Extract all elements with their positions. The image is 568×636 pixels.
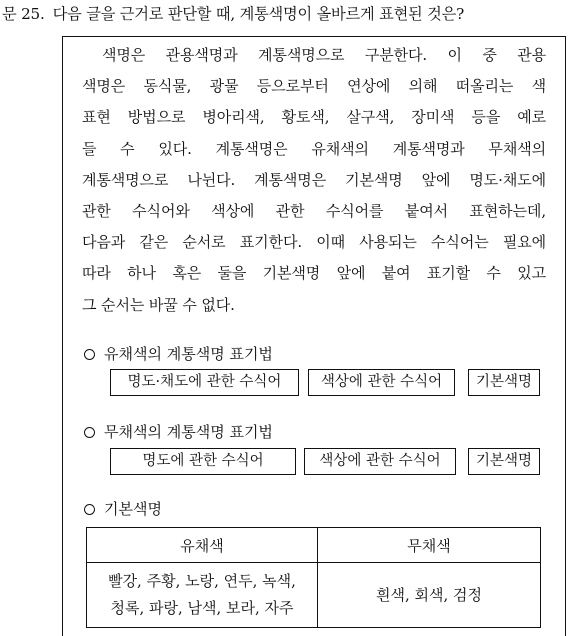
circle-bullet-icon xyxy=(84,427,95,438)
passage-line: 그 순서는 바꿀 수 없다. xyxy=(82,295,235,314)
chromatic-notation-heading xyxy=(84,344,273,364)
passage-line: 관한 수식어와 색상에 관한 수식어를 붙여서 표현하는데, xyxy=(82,201,546,220)
table-header-row xyxy=(87,528,541,563)
achromatic-basic-color-box: 기본색명 xyxy=(468,448,540,475)
basic-colors-heading xyxy=(84,499,162,519)
passage-line: 계통색명으로 나뉜다. 계통색명은 기본색명 앞에 명도·채도에 xyxy=(82,170,546,189)
circle-bullet-icon xyxy=(84,349,95,360)
chromatic-lightness-modifier-box: 명도·채도에 관한 수식어 xyxy=(110,369,299,396)
passage-line: 색명은 동식물, 광물 등으로부터 연상에 의해 떠올리는 색 xyxy=(82,77,546,96)
question-number: 문 25. xyxy=(2,5,45,23)
basic-colors-table xyxy=(86,527,541,628)
passage-paragraph xyxy=(82,40,546,321)
chromatic-colors-line: 청록, 파랑, 남색, 보라, 자주 xyxy=(110,599,294,617)
achromatic-column-header: 무채색 xyxy=(318,528,541,563)
chromatic-colors-line: 빨강, 주황, 노랑, 연두, 녹색, xyxy=(108,572,296,590)
table-row xyxy=(87,563,541,628)
circle-bullet-icon xyxy=(84,504,95,515)
chromatic-column-header: 유채색 xyxy=(87,528,318,563)
achromatic-hue-modifier-box: 색상에 관한 수식어 xyxy=(304,448,456,475)
passage-line: 따라 하나 혹은 둘을 기본색명 앞에 붙여 표기할 수 있고 xyxy=(82,264,546,283)
achromatic-notation-title: 무채색의 계통색명 표기법 xyxy=(104,423,273,441)
chromatic-basic-color-box: 기본색명 xyxy=(468,369,540,396)
basic-colors-title: 기본색명 xyxy=(104,500,162,518)
chromatic-notation-title: 유채색의 계통색명 표기법 xyxy=(104,345,273,363)
passage-line: 표현 방법으로 병아리색, 황토색, 살구색, 장미색 등을 예로 xyxy=(82,108,546,127)
achromatic-colors-cell: 흰색, 회색, 검정 xyxy=(318,563,541,628)
achromatic-lightness-modifier-box: 명도에 관한 수식어 xyxy=(110,448,296,475)
question xyxy=(2,4,568,24)
chromatic-hue-modifier-box: 색상에 관한 수식어 xyxy=(308,369,455,396)
passage-line: 다음과 같은 순서로 표기한다. 이때 사용되는 수식어는 필요에 xyxy=(82,233,546,252)
passage-line: 들 수 있다. 계통색명은 유채색의 계통색명과 무채색의 xyxy=(82,139,546,158)
chromatic-colors-cell xyxy=(87,563,318,628)
question-text: 다음 글을 근거로 판단할 때, 계통색명이 올바르게 표현된 것은? xyxy=(52,5,465,23)
achromatic-notation-heading xyxy=(84,422,273,442)
passage-line: 색명은 관용색명과 계통색명으로 구분한다. 이 중 관용 xyxy=(102,46,546,64)
